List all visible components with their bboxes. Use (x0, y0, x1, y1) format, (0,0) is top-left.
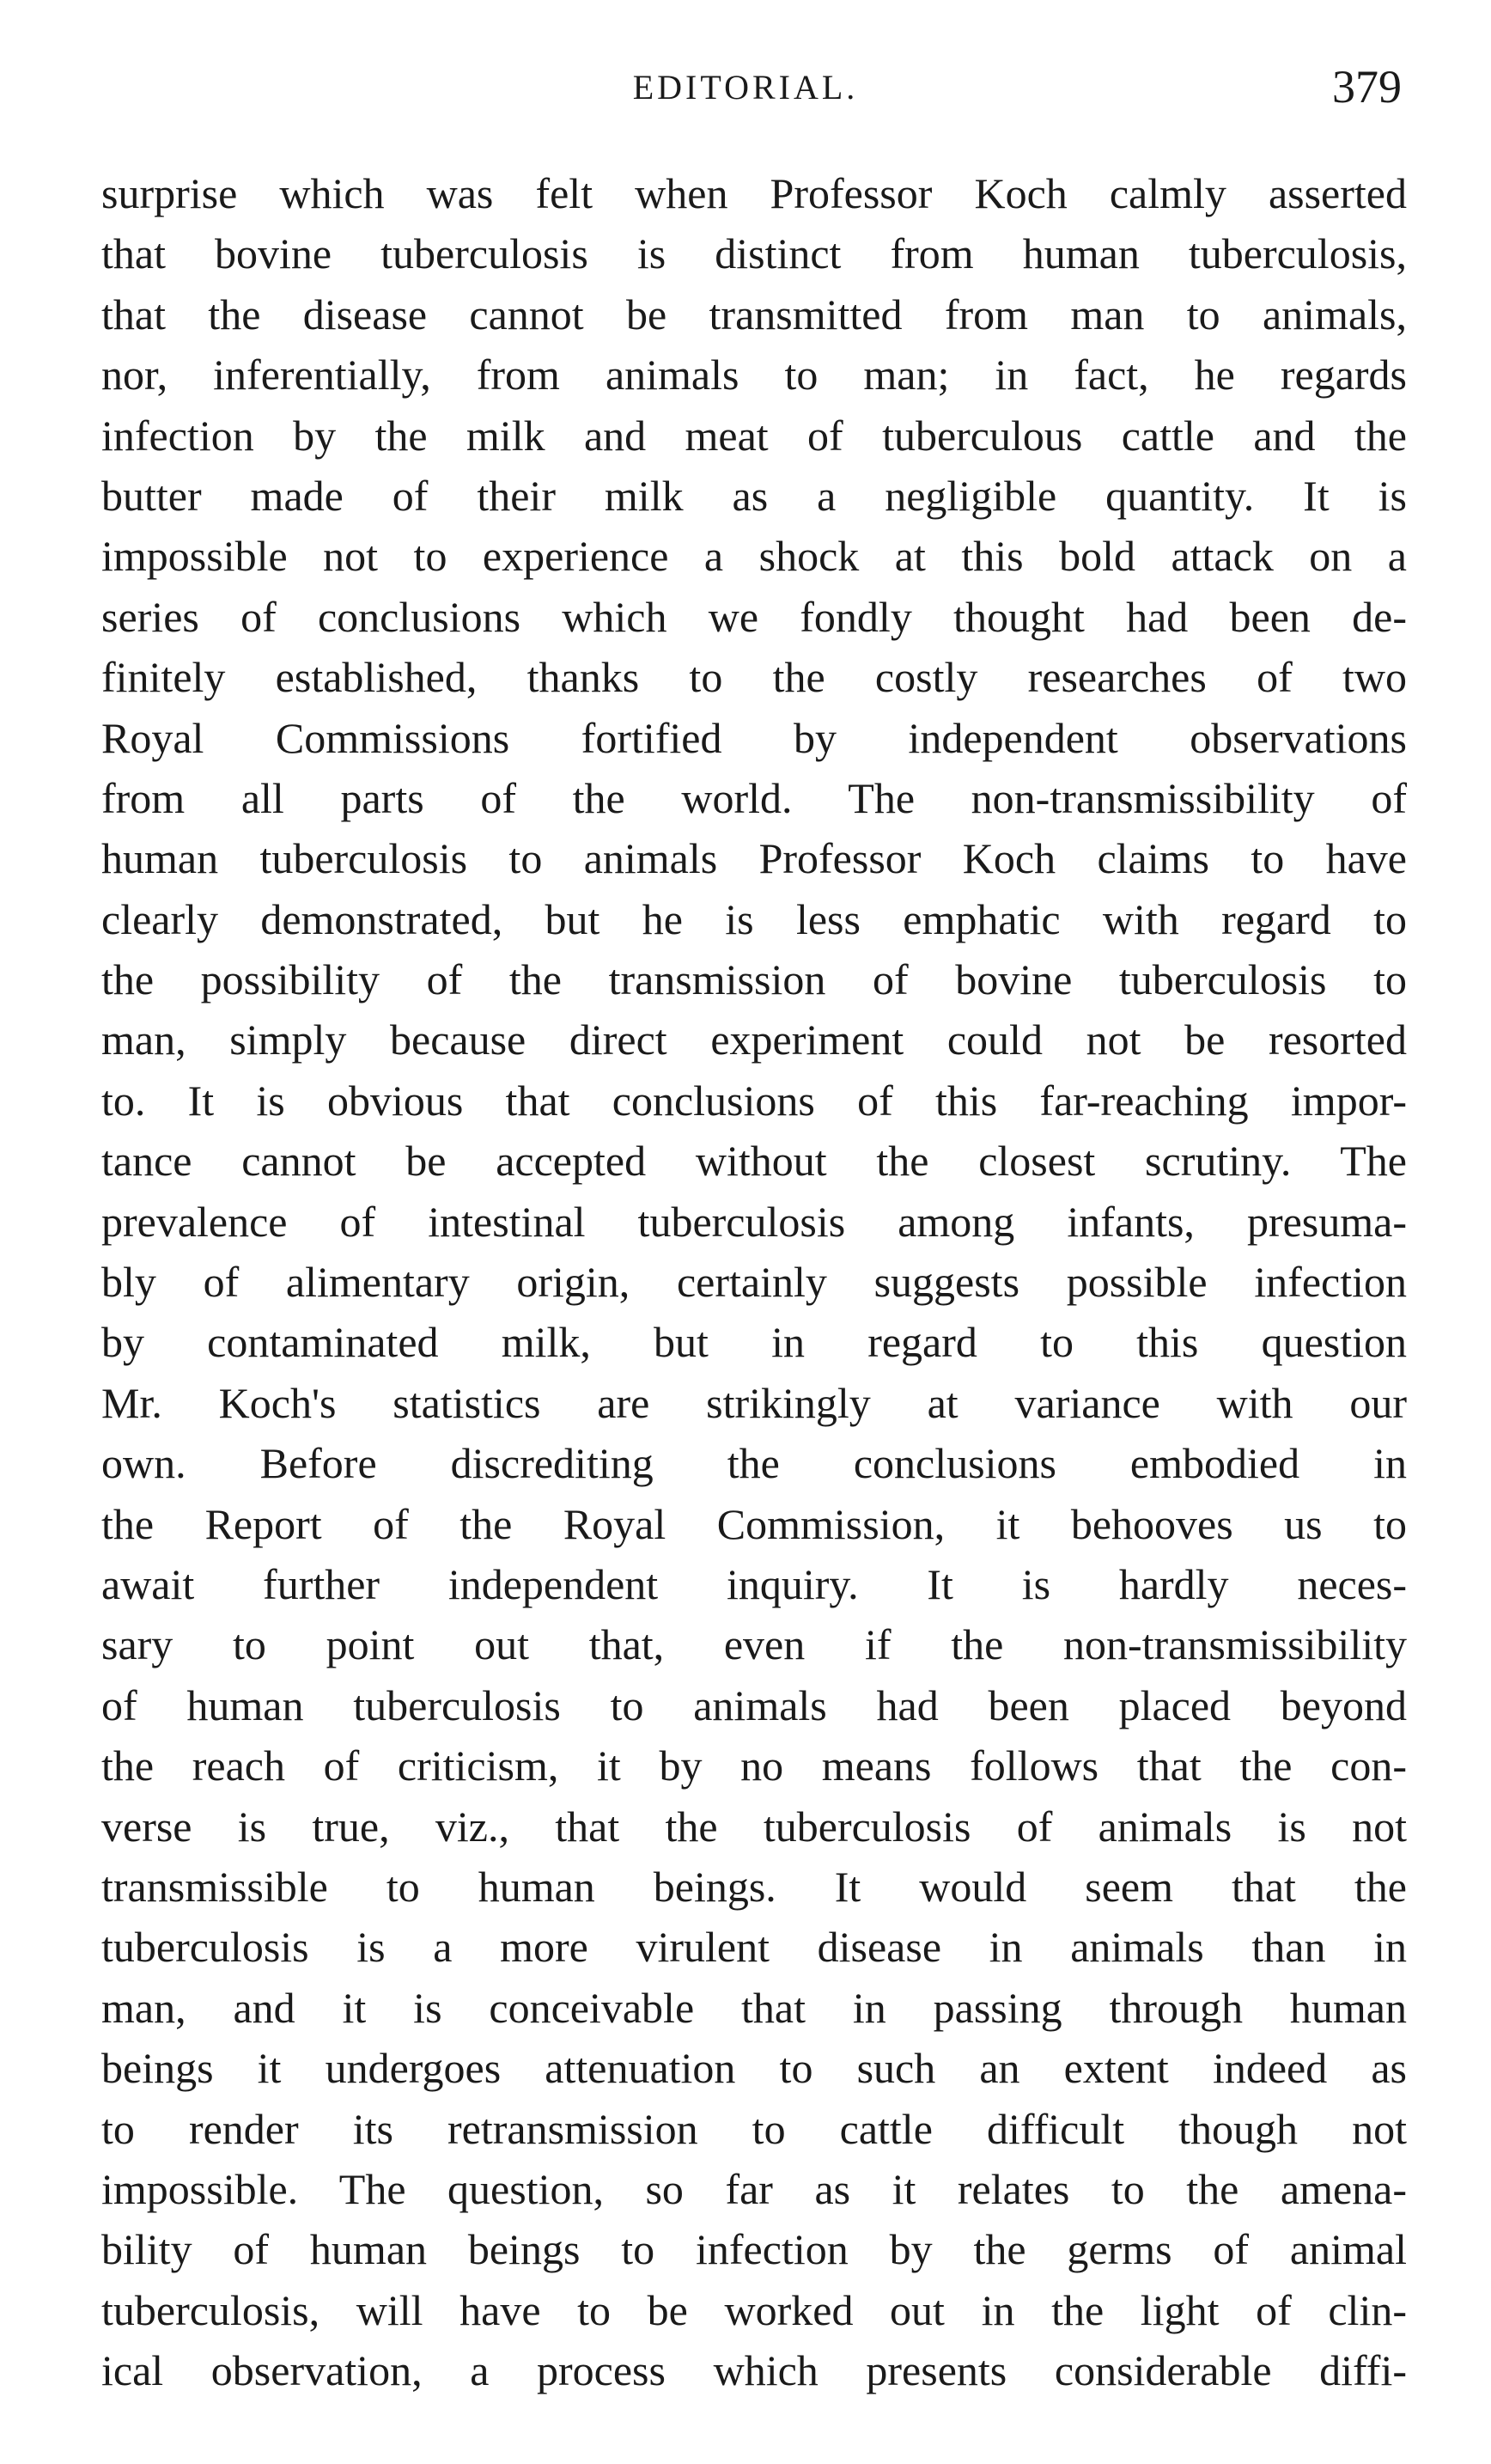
running-head (0, 60, 1491, 129)
text-line: prevalence of intestinal tuberculosis among infants, presuma- (101, 1197, 1407, 1246)
text-line: Mr. Koch's statistics are strikingly at variance with our (101, 1378, 1407, 1427)
text-line: from all parts of the world. The non-transmissibility of (101, 773, 1407, 822)
text-line: human tuberculosis to animals Professor Koch claims to have (101, 834, 1407, 883)
text-line: that bovine tuberculosis is distinct from human tuberculosis, (101, 229, 1407, 278)
text-line: man, and it is conceivable that in passing through human (101, 1983, 1407, 2032)
text-line: infection by the milk and meat of tuberculous cattle and the (101, 411, 1407, 460)
text-line: surprise which was felt when Professor Koch calmly asserted (101, 169, 1407, 217)
text-line: await further independent inquiry. It is hardly neces- (101, 1559, 1407, 1608)
text-line: butter made of their milk as a negligible quantity. It is (101, 471, 1407, 520)
text-line: impossible not to experience a shock at this bold attack on a (101, 532, 1407, 581)
text-line: clearly demonstrated, but he is less emphatic with regard to (101, 894, 1407, 943)
text-line: the Report of the Royal Commission, it behooves us to (101, 1499, 1407, 1548)
text-line: transmissible to human beings. It would seem that the (101, 1862, 1407, 1911)
text-line: sary to point out that, even if the non-transmissibility (101, 1620, 1407, 1669)
text-line: of human tuberculosis to animals had been placed beyond (101, 1680, 1407, 1729)
page-number: 379 (1332, 61, 1402, 113)
text-line: verse is true, viz., that the tuberculosis of animals is not (101, 1802, 1407, 1851)
text-line: ical observation, a process which presents considerable diffi- (101, 2346, 1407, 2395)
text-line: tuberculosis, will have to be worked out in the light of clin- (101, 2285, 1407, 2334)
text-line: bility of human beings to infection by the germs of animal (101, 2225, 1407, 2274)
text-line: to. It is obvious that conclusions of this far-reaching impor- (101, 1076, 1407, 1125)
text-line: man, simply because direct experiment could not be resorted (101, 1015, 1407, 1064)
text-line: tance cannot be accepted without the closest scrutiny. The (101, 1137, 1407, 1186)
text-line: Royal Commissions fortified by independent observations (101, 713, 1407, 762)
text-line: bly of alimentary origin, certainly suggests possible infection (101, 1258, 1407, 1307)
text-line: the possibility of the transmission of bovine tuberculosis to (101, 955, 1407, 1004)
text-line: that the disease cannot be transmitted from man to animals, (101, 290, 1407, 338)
text-line: nor, inferentially, from animals to man; in fact, he regards (101, 351, 1407, 399)
text-line: the reach of criticism, it by no means follows that the con- (101, 1741, 1407, 1790)
text-line: own. Before discrediting the conclusions embodied in (101, 1439, 1407, 1488)
text-line: impossible. The question, so far as it relates to the amena- (101, 2164, 1407, 2213)
text-line: finitely established, thanks to the costly researches of two (101, 653, 1407, 702)
running-title: EDITORIAL. (632, 68, 859, 107)
text-line: by contaminated milk, but in regard to this question (101, 1318, 1407, 1367)
text-line: tuberculosis is a more virulent disease in animals than in (101, 1923, 1407, 1972)
text-line: to render its retransmission to cattle difficult though not (101, 2104, 1407, 2153)
text-line: beings it undergoes attenuation to such an extent indeed as (101, 2044, 1407, 2093)
text-line: series of conclusions which we fondly thought had been de- (101, 592, 1407, 641)
body-text (101, 163, 1407, 2400)
